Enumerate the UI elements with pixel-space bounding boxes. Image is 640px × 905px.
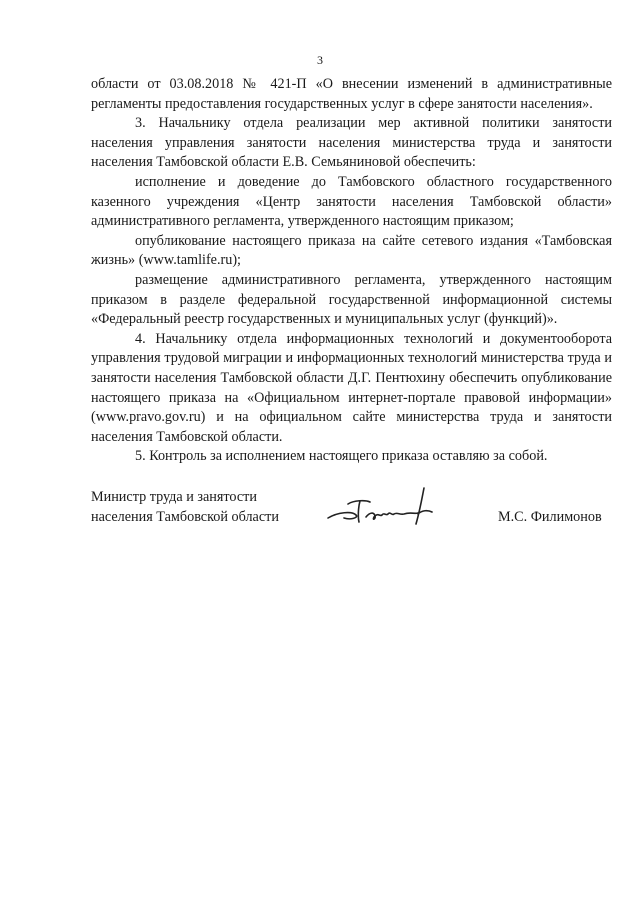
signatory-name: М.С. Филимонов xyxy=(498,509,602,525)
paragraph-continuation: области от 03.08.2018 № 421-П «О внесении изменений в административные регламенты предоставления государственных услуг в сфере занятости населения». xyxy=(91,76,612,112)
paragraph-subitem-execution: исполнение и доведение до Тамбовского областного государственного казенного учреждения «Центр занятости населения Тамбовской области» административного регламента, утвержденного настоящим приказом; xyxy=(91,173,612,230)
signatory-title-line1: Министр труда и занятости xyxy=(91,489,257,505)
paragraph-item-5: 5. Контроль за исполнением настоящего приказа оставляю за собой. xyxy=(135,448,548,465)
paragraph-subitem-placement: размещение административного регламента, утвержденного настоящим приказом в разделе федеральной государственной информационной системы «Федеральный реестр государственных и муниципальных услуг (функций)». xyxy=(91,271,612,328)
paragraph-item-4: 4. Начальнику отдела информационных технологий и документооборота управления трудовой миграции и информационных технологий министерства труда и занятости населения Тамбовской области Д.Г. Пентюхину обеспечить опубликование настоящего приказа на «Официальном интернет-портале правовой информации» (www.pravo.gov.ru) и на официальном сайте министерства труда и занятости населения Тамбовской области. xyxy=(91,330,612,445)
document-body xyxy=(91,75,612,467)
page-number: 3 xyxy=(317,53,323,67)
signatory-title-line2: населения Тамбовской области xyxy=(91,508,279,525)
paragraph-item-3: 3. Начальнику отдела реализации мер активной политики занятости населения управления занятости населения министерства труда и занятости населения Тамбовской области Е.В. Семьяниновой обеспечить: xyxy=(91,115,612,171)
paragraph-subitem-publication: опубликование настоящего приказа на сайте сетевого издания «Тамбовская жизнь» (www.tamlife.ru); xyxy=(91,232,612,269)
signatory-title xyxy=(91,488,279,527)
handwritten-signature xyxy=(322,484,452,534)
